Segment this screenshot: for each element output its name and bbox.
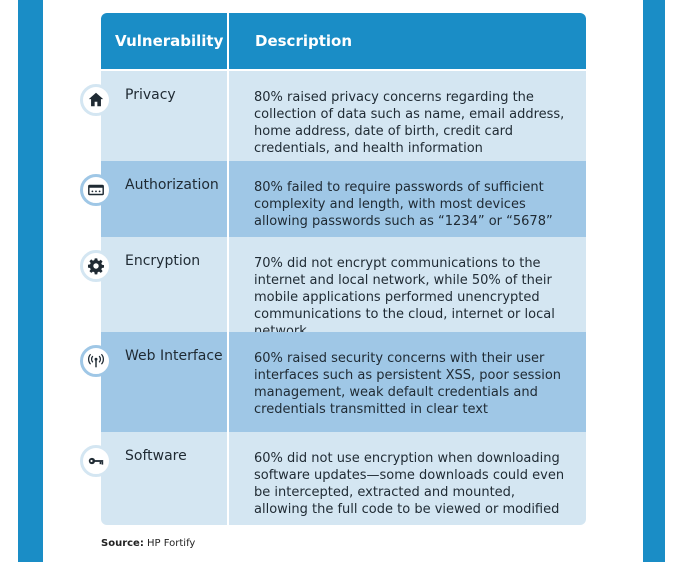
- header-vulnerability: Vulnerability: [101, 13, 229, 69]
- vulnerability-name: Privacy: [101, 71, 229, 161]
- table-row: [101, 71, 586, 161]
- key-icon: [80, 445, 112, 477]
- vulnerability-description: 80% raised privacy concerns regarding the collection of data such as name, email address, home address, date of birth, credit card credentials, and health information: [254, 90, 565, 156]
- vulnerability-description: 60% did not use encryption when downloading software updates—some downloads could even be intercepted, extracted and mounted, allowing the full code to be viewed or modified: [254, 451, 565, 517]
- table-row: [101, 237, 586, 332]
- home-icon: [80, 84, 112, 116]
- left-border-bar: [18, 0, 43, 562]
- header-description: Description: [255, 32, 353, 50]
- vulnerability-description: 60% raised security concerns with their user interfaces such as persistent XSS, poor session management, weak default credentials and credentials transmitted in clear text: [254, 351, 562, 417]
- table-row: [101, 161, 586, 237]
- table-header: [101, 13, 586, 69]
- broadcast-antenna-icon: [80, 345, 112, 377]
- right-border-bar: [643, 0, 665, 562]
- gear-icon: [80, 250, 112, 282]
- vulnerability-name: Software: [101, 432, 229, 525]
- table-row: [101, 432, 586, 525]
- vulnerability-name: Encryption: [101, 237, 229, 332]
- vulnerability-description: 70% did not encrypt communications to the internet and local network, while 50% of their mobile applications performed unencrypted communications to the cloud, internet or local: [254, 256, 555, 322]
- vulnerability-table: [101, 13, 586, 525]
- vulnerability-name: Authorization: [101, 161, 229, 237]
- source-text: HP Fortify: [147, 538, 196, 549]
- table-row: [101, 332, 586, 432]
- vulnerability-name: Web Interface: [101, 332, 229, 432]
- source-label: Source:: [101, 538, 144, 549]
- password-field-icon: [80, 174, 112, 206]
- source-note: [101, 538, 195, 549]
- vulnerability-description: 80% failed to require passwords of sufficient complexity and length, with most devices allowing passwords such as “1234” or “5678”: [254, 180, 553, 229]
